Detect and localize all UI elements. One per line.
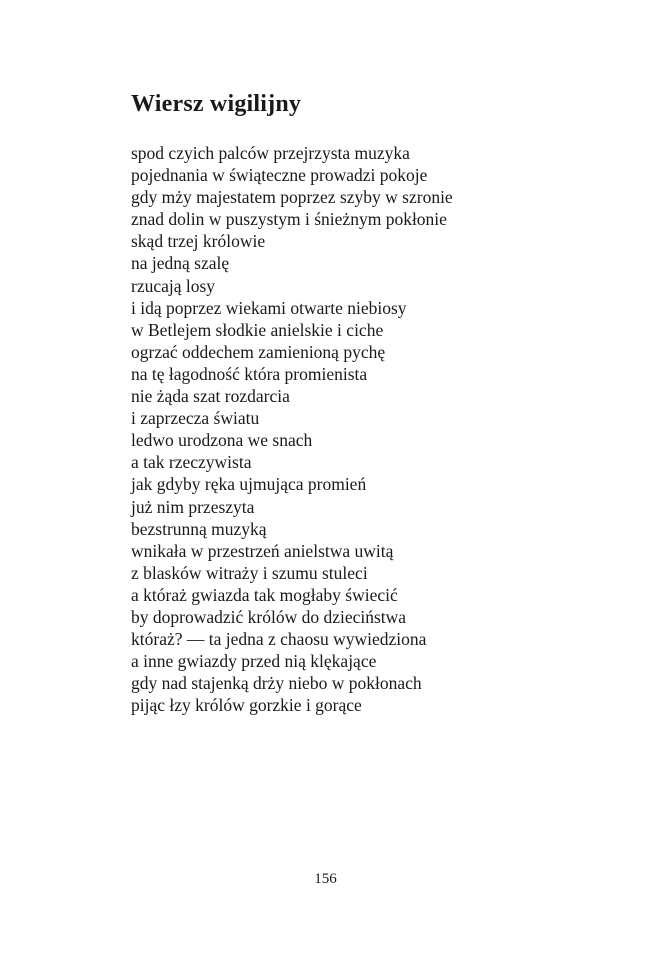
poem-line: gdy nad stajenką drży niebo w pokłonach xyxy=(131,673,422,694)
poem-line: ogrzać oddechem zamienioną pychę xyxy=(131,341,386,362)
poem-line: by doprowadzić królów do dzieciństwa xyxy=(131,606,407,627)
poem-line: i zaprzecza światu xyxy=(131,408,260,429)
poem-body xyxy=(131,142,453,716)
poem-line: na tę łagodność która promienista xyxy=(131,363,368,384)
poem-line: na jedną szalę xyxy=(131,253,230,274)
poem-line: jak gdyby ręka ujmująca promień xyxy=(131,474,367,495)
poem-line: znad dolin w puszystym i śnieżnym pokłonie xyxy=(131,209,447,230)
poem-line: pojednania w świąteczne prowadzi pokoje xyxy=(131,165,428,186)
poem-line: spod czyich palców przejrzysta muzyka xyxy=(131,143,410,163)
poem-line: już nim przeszyta xyxy=(131,496,255,517)
poem-line: wnikała w przestrzeń anielstwa uwitą xyxy=(131,540,394,561)
poem-line: pijąc łzy królów gorzkie i gorące xyxy=(131,695,362,716)
poem-line: gdy mży majestatem poprzez szyby w szronie xyxy=(131,187,453,208)
poem-line: w Betlejem słodkie anielskie i ciche xyxy=(131,319,384,340)
poem-line: skąd trzej królowie xyxy=(131,231,266,252)
poem-line: a tak rzeczywista xyxy=(131,452,252,473)
poem-line: bezstrunną muzyką xyxy=(131,518,267,539)
poem-line: ledwo urodzona we snach xyxy=(131,430,313,451)
poem-line: rzucają losy xyxy=(131,275,216,296)
poem-line: nie żąda szat rozdarcia xyxy=(131,386,290,407)
poem-line: któraż? — ta jedna z chaosu wywiedziona xyxy=(131,629,427,650)
poem-line: z blasków witraży i szumu stuleci xyxy=(131,562,368,583)
poem-line: i idą poprzez wiekami otwarte niebiosy xyxy=(131,297,407,318)
poem-line: a inne gwiazdy przed nią klękające xyxy=(131,651,377,672)
poem-title: Wiersz wigilijny xyxy=(131,91,302,117)
poem-line: a któraż gwiazda tak mogłaby świecić xyxy=(131,584,398,605)
page-number: 156 xyxy=(314,871,337,887)
